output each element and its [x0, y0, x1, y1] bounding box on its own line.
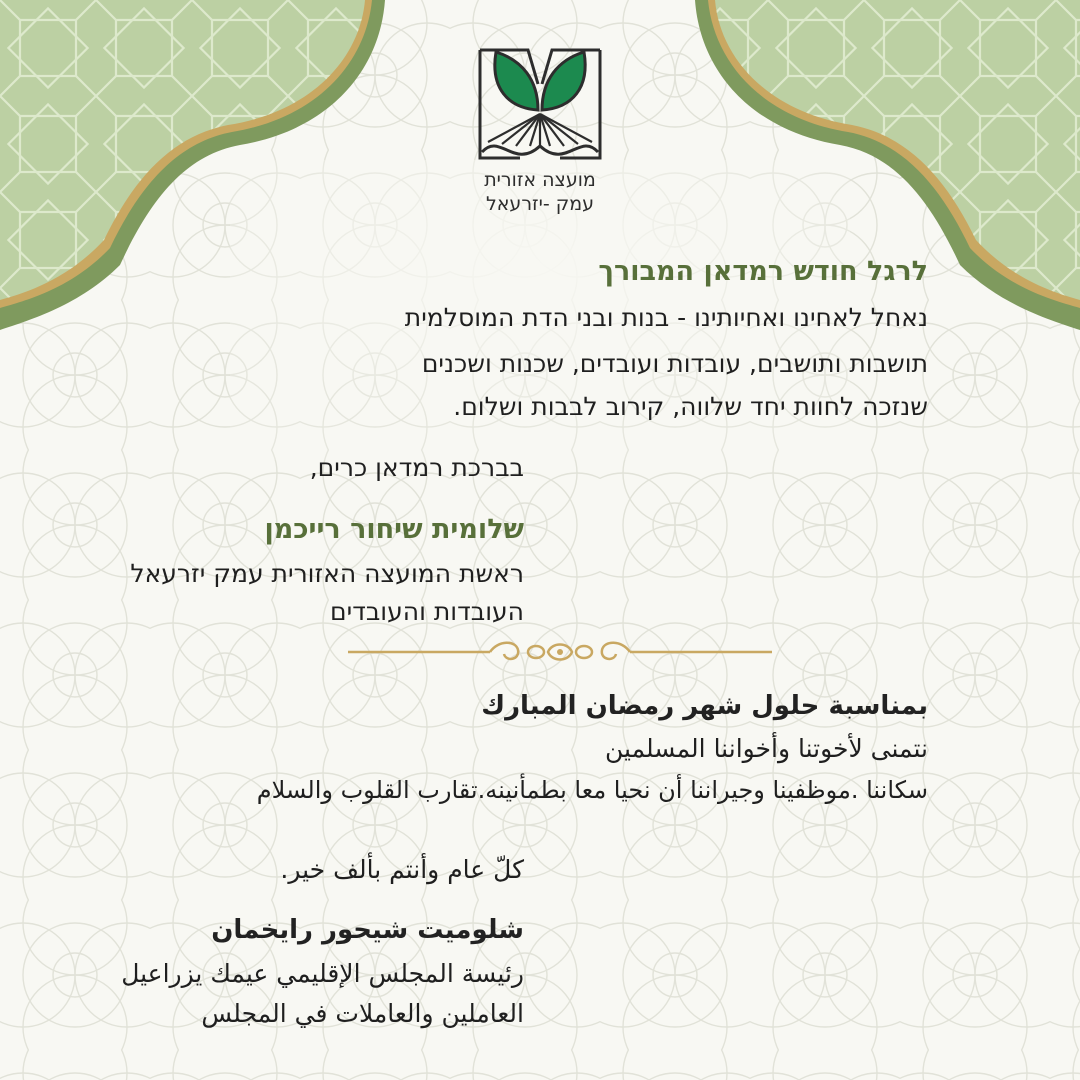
- logo-text-line2: עמק -יזרעאל: [485, 193, 595, 215]
- hebrew-line-1: נאחל לאחינו ואחיותינו - בנות ובני הדת המוסלמית: [404, 303, 928, 332]
- arabic-signer-title: رئيسة المجلس الإقليمي عيمك يزراعيل: [121, 959, 524, 988]
- hebrew-line-2: תושבות ותושבים, עובדות ועובדים, שכנות ושכנים: [421, 349, 928, 378]
- arabic-line-1: نتمنى لأخوتنا وأخواننا المسلمين: [605, 734, 928, 763]
- ornamental-divider: [340, 630, 780, 674]
- arabic-greeting: كلّ عام وأنتم بألف خير.: [280, 855, 524, 884]
- book-leaves-logo-icon: [478, 40, 602, 168]
- arabic-signer-staff: العاملين والعاملات في المجلس: [201, 999, 524, 1028]
- hebrew-signer-staff: העובדות והעובדים: [330, 597, 524, 626]
- logo-text-line1: מועצה אזורית: [484, 169, 596, 191]
- council-logo: [440, 40, 640, 220]
- hebrew-signer-name: שלומית שיחור רייכמן: [264, 514, 524, 545]
- arabic-heading: بمناسبة حلول شهر رمضان المبارك: [481, 691, 928, 721]
- arabic-line-2: سكاننا .موظفينا وجيراننا أن نحيا معا بطمأنينه.تقارب القلوب والسلام: [256, 776, 928, 804]
- hebrew-greeting: בברכת רמדאן כרים,: [309, 453, 524, 482]
- hebrew-line-3: שנזכה לחוות יחד שלווה, קירוב לבבות ושלום.: [453, 392, 928, 421]
- hebrew-heading: לרגל חודש רמדאן המבורך: [598, 256, 928, 287]
- arabic-signer-name: شلوميت شيحور رايخمان: [211, 915, 524, 945]
- hebrew-signer-title: ראשת המועצה האזורית עמק יזרעאל: [130, 559, 524, 588]
